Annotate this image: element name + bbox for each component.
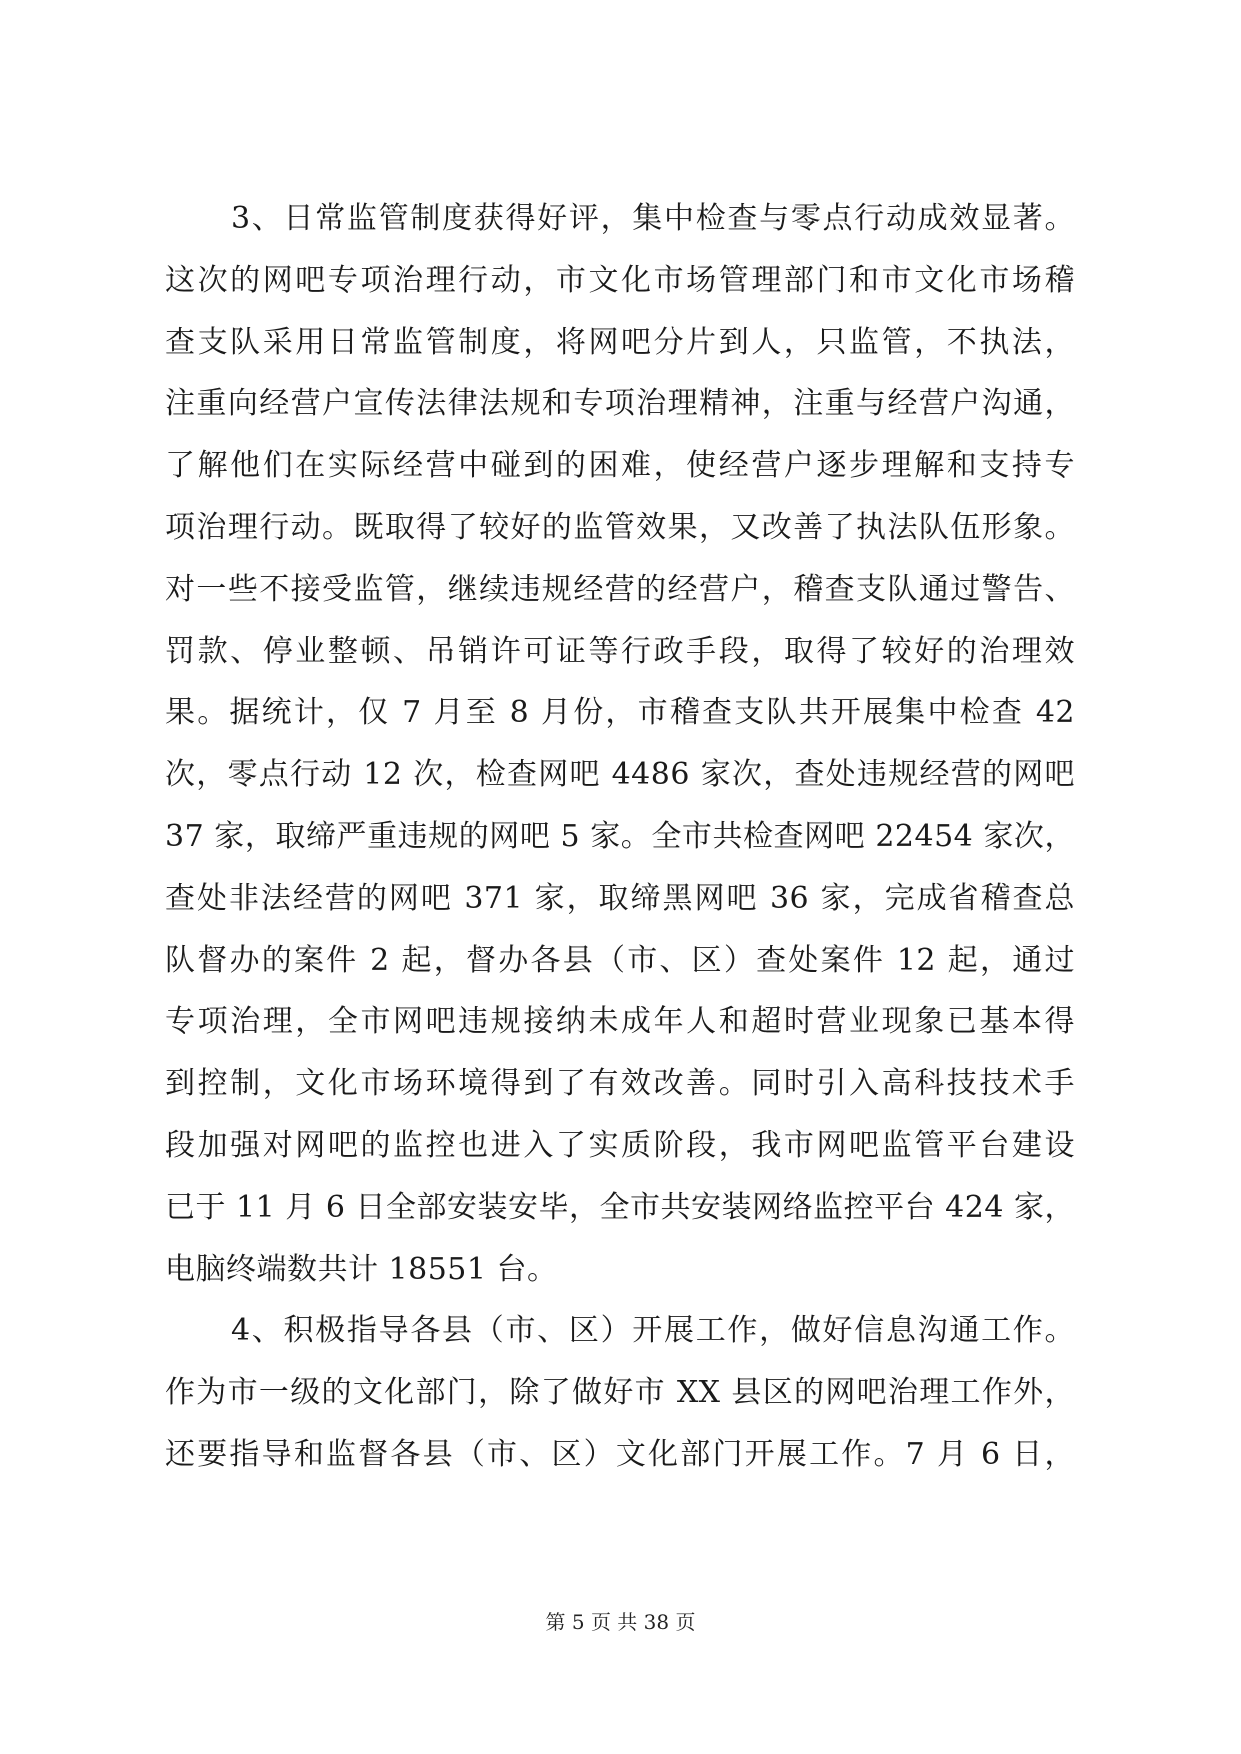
paragraph-line: 查处非法经营的网吧 371 家，取缔黑网吧 36 家，完成省稽查总 xyxy=(165,880,1075,916)
page-footer xyxy=(0,1608,1241,1636)
paragraph-line: 还要指导和监督各县（市、区）文化部门开展工作。7 月 6 日， xyxy=(165,1436,1075,1472)
paragraph-line: 4、积极指导各县（市、区）开展工作，做好信息沟通工作。 xyxy=(231,1313,1075,1349)
paragraph-line: 项治理行动。既取得了较好的监管效果，又改善了执法队伍形象。 xyxy=(165,509,1075,545)
paragraph-line: 已于 11 月 6 日全部安装安毕，全市共安装网络监控平台 424 家， xyxy=(165,1189,1075,1225)
paragraph-line: 电脑终端数共计 18551 台。 xyxy=(165,1251,558,1287)
paragraph-line: 37 家，取缔严重违规的网吧 5 家。全市共检查网吧 22454 家次， xyxy=(165,818,1075,854)
paragraph-line: 对一些不接受监管，继续违规经营的经营户，稽查支队通过警告、 xyxy=(165,571,1075,607)
paragraph-line: 次，零点行动 12 次，检查网吧 4486 家次，查处违规经营的网吧 xyxy=(165,757,1075,793)
paragraph-line: 到控制，文化市场环境得到了有效改善。同时引入高科技技术手 xyxy=(165,1066,1075,1102)
paragraph-line: 查支队采用日常监管制度，将网吧分片到人，只监管，不执法， xyxy=(165,324,1075,360)
paragraph-line: 专项治理，全市网吧违规接纳未成年人和超时营业现象已基本得 xyxy=(165,1004,1075,1040)
paragraph-line: 了解他们在实际经营中碰到的困难，使经营户逐步理解和支持专 xyxy=(165,448,1075,484)
paragraph-line: 队督办的案件 2 起，督办各县（市、区）查处案件 12 起，通过 xyxy=(165,942,1075,978)
paragraph-line: 3、日常监管制度获得好评，集中检查与零点行动成效显著。 xyxy=(231,201,1075,236)
page-number-label: 第 5 页 共 38 页 xyxy=(545,1610,696,1634)
paragraph-line: 作为市一级的文化部门，除了做好市 XX 县区的网吧治理工作外， xyxy=(165,1375,1075,1411)
paragraph-line: 注重向经营户宣传法律法规和专项治理精神，注重与经营户沟通， xyxy=(165,386,1075,422)
body-text xyxy=(165,188,1075,1486)
paragraph-line: 段加强对网吧的监控也进入了实质阶段，我市网吧监管平台建设 xyxy=(165,1127,1075,1163)
paragraph-line: 罚款、停业整顿、吊销许可证等行政手段，取得了较好的治理效 xyxy=(165,633,1075,669)
paragraph-line: 果。据统计，仅 7 月至 8 月份，市稽查支队共开展集中检查 42 xyxy=(165,695,1075,731)
paragraph-line: 这次的网吧专项治理行动，市文化市场管理部门和市文化市场稽 xyxy=(165,262,1075,298)
